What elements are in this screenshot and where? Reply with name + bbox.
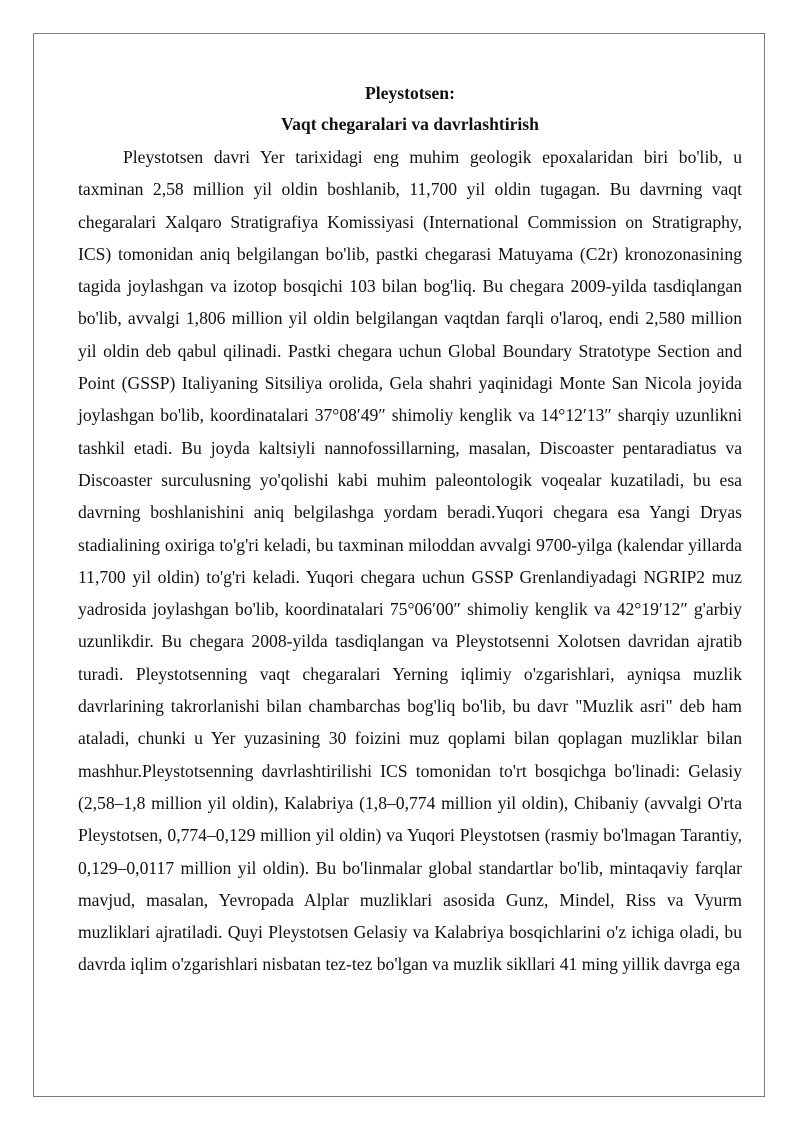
document-subtitle: Vaqt chegaralari va davrlashtirish [281, 114, 539, 134]
document-body [78, 78, 742, 981]
body-paragraph: Pleystotsen davri Yer tarixidagi eng muhim geologik epoxalaridan biri bo'lib, u taxminan 2,58 million yil oldin boshlanib, 11,700 yil oldin tugagan. Bu davrning vaqt chegaralari Xalqaro Stratigrafiya Komissiyasi (International Commission on Stratigraphy, ICS) tomonidan aniq belgilangan bo'lib, pastki chegarasi Matuyama (C2r) kronozonasining tagida joylashgan va izotop bosqichi 103 bilan bog'liq. Bu chegara 2009-yilda tasdiqlangan bo'lib, avvalgi 1,806 million yil oldin belgilangan vaqtdan farqli o'laroq, endi 2,580 million yil oldin deb qabul qilinadi. Pastki chegara uchun Global Boundary Stratotype Section and Point (GSSP) Italiyaning Sitsiliya orolida, Gela shahri yaqinidagi Monte San Nicola joyida joylashgan bo'lib, koordinatalari 37°08′49″ shimoliy kenglik va 14°12′13″ sharqiy uzunlikni tashkil etadi. Bu joyda kaltsiyli nannofossillarning, masalan, Discoaster pentaradiatus va Discoaster surculusning yo'qolishi kabi muhim paleontologik voqealar kuzatiladi, bu esa davrning boshlanishini aniq belgilashga yordam beradi.Yuqori chegara esa Yangi Dryas stadialining oxiriga to'g'ri keladi, bu taxminan miloddan avvalgi 9700-yilga (kalendar yillarda 11,700 yil oldin) to'g'ri keladi. Yuqori chegara uchun GSSP Grenlandiyadagi NGRIP2 muz yadrosida joylashgan bo'lib, koordinatalari 75°06′00″ shimoliy kenglik va 42°19′12″ g'arbiy uzunlikdir. Bu chegara 2008-yilda tasdiqlangan va Pleystotsenni Xolotsen davridan ajratib turadi. Pleystotsenning vaqt chegaralari Yerning iqlimiy o'zgarishlari, ayniqsa muzlik davrlarining takrorlanishi bilan chambarchas bog'liq bo'lib, bu davr "Muzlik asri" deb ham ataladi, chunki u Yer yuzasining 30 foizini muz qoplami bilan qoplagan muzliklar bilan mashhur.Pleystotsenning davrlashtirilishi ICS tomonidan to'rt bosqichga bo'linadi: Gelasiy (2,58–1,8 million yil oldin), Kalabriya (1,8–0,774 million yil oldin), Chibaniy (avvalgi O'rta Pleystotsen, 0,774–0,129 million yil oldin) va Yuqori Pleystotsen (rasmiy bo'lmagan Tarantiy, 0,129–0,0117 million yil oldin). Bu bo'linmalar global standartlar bo'lib, mintaqaviy farqlar mavjud, masalan, Yevropada Alplar muzliklari asosida Gunz, Mindel, Riss va Vyurm muzliklari ajratiladi. Quyi Pleystotsen Gelasiy va Kalabriya bosqichlarini o'z ichiga oladi, bu davrda iqlim o'zgarishlari nisbatan tez-tez bo'lgan va muzlik sikllari 41 ming yillik davrga ega [78, 147, 742, 975]
document-title: Pleystotsen: [365, 83, 455, 103]
